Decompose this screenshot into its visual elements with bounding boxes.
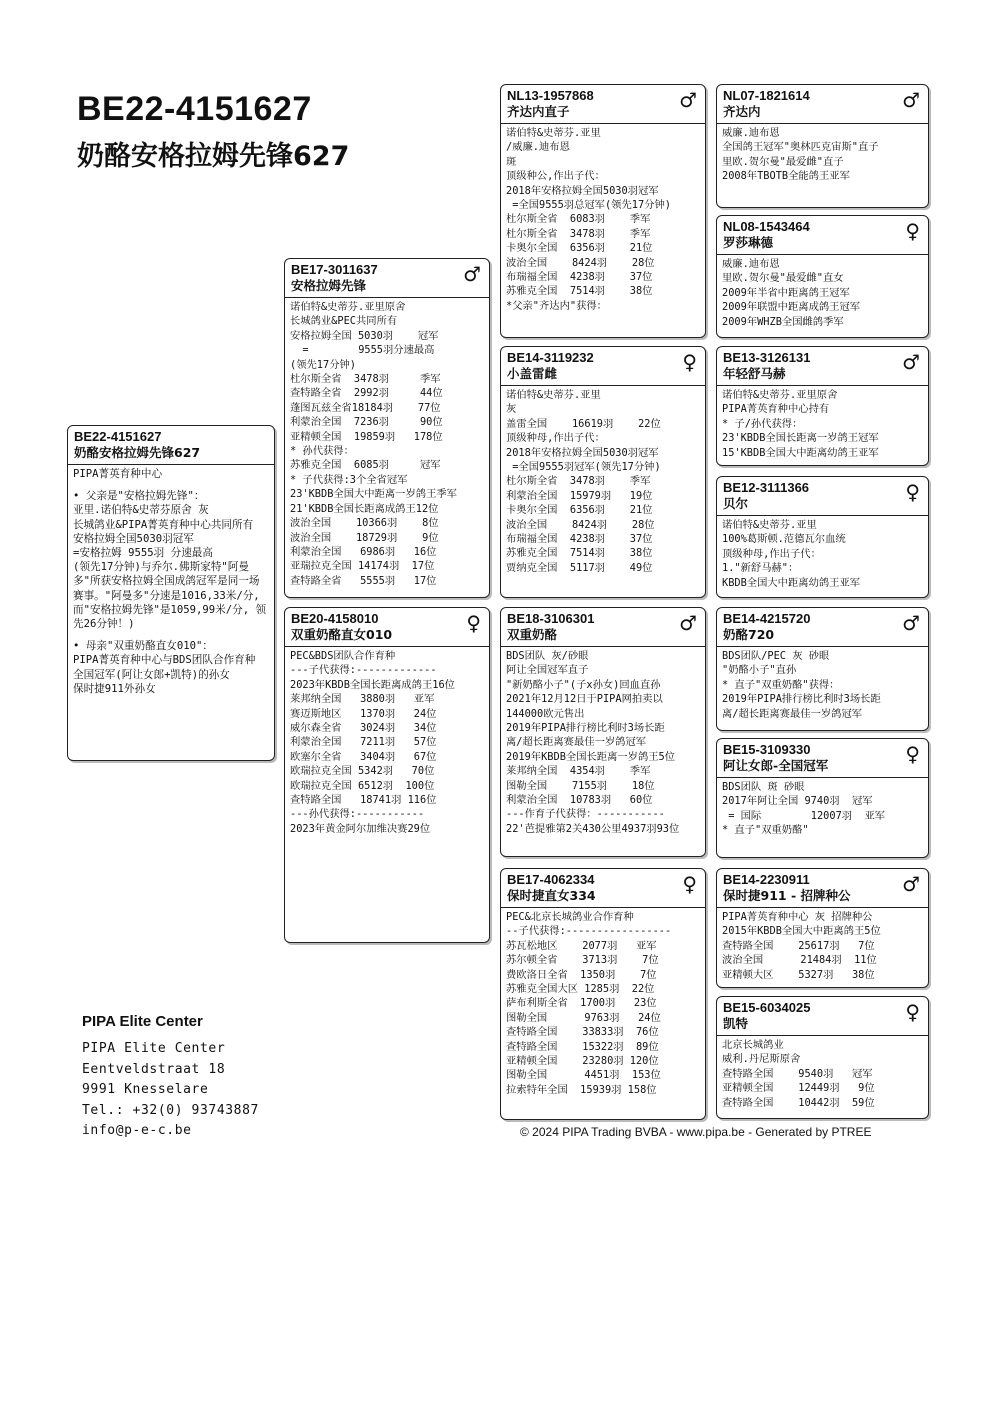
pedigree-card-ssd <box>716 215 929 338</box>
card-line: 诺伯特&史蒂芬.亚里原舍 <box>290 301 406 313</box>
card-line: 亚精顿全国 12449羽 9位 <box>722 1082 875 1095</box>
card-line: 2019年PIPA排行榜比利时3场长距 <box>722 693 881 706</box>
card-line: =全国9555羽总冠军(领先17分钟) <box>506 199 671 212</box>
subject-line: 长城鸽业&PIPA菁英育种中心共同所有 <box>73 518 254 531</box>
card-line: * 孙代获得： <box>290 445 354 458</box>
female-symbol-icon: ♀ <box>905 1000 920 1024</box>
card-line: 图勒全国 4451羽 153位 <box>506 1069 661 1082</box>
card-line: 2008年TBOTB全能鸽王亚军 <box>722 170 850 183</box>
card-line: 顶级种母,作出子代： <box>506 432 605 445</box>
card-body <box>501 386 705 577</box>
card-body <box>501 647 705 838</box>
card-header <box>717 216 928 255</box>
card-line: 144000欧元售出 <box>506 707 585 720</box>
page-title-ring: BE22-4151627 <box>77 90 312 128</box>
pigeon-name: 奶酪720 <box>723 627 775 642</box>
card-line: 查特路全国 15322羽 89位 <box>506 1040 659 1053</box>
subject-line <box>73 631 269 639</box>
pedigree-card-dss <box>716 607 929 731</box>
card-header <box>501 608 705 647</box>
card-line: 1."新舒马赫"： <box>722 562 799 575</box>
address-line: 9991 Knesselare <box>82 1082 209 1097</box>
card-header <box>717 347 928 386</box>
card-line: 杜尔斯全省 6083羽 季军 <box>506 213 651 226</box>
card-line: (领先17分钟) <box>290 358 356 371</box>
card-line: ---作育子代获得：----------- <box>506 808 665 821</box>
card-line: 波治全国 8424羽 28位 <box>506 256 655 269</box>
card-line: =全国9555羽冠军(领先17分钟) <box>506 461 661 474</box>
card-line: PEC&BDS团队合作育种 <box>290 650 396 662</box>
card-header <box>285 608 489 647</box>
card-line: 2009年半省中距离鸽王冠军 <box>722 286 850 299</box>
card-line: "奶酪小子"直孙 <box>722 664 797 677</box>
card-header <box>285 259 489 298</box>
female-symbol-icon: ♀ <box>905 480 920 504</box>
pedigree-card-dam-sire <box>500 607 706 857</box>
card-line: 苏雅克全国大区 1285羽 22位 <box>506 983 655 996</box>
card-line: * 子/孙代获得： <box>722 417 803 430</box>
card-header <box>717 869 928 908</box>
pigeon-name: 齐达内直子 <box>507 104 570 119</box>
pigeon-name: 安格拉姆先锋 <box>291 278 367 293</box>
subject-line: (领先17分钟)与乔尔.佛斯家特"阿曼多"所获安格拉姆全国成鸽冠军是同一场赛事。"阿曼多"分速是1016,33米/分, 而"安格拉姆先锋"是1059,99米/分, 领先26分钟！) <box>73 561 267 631</box>
card-line: 蓬图瓦兹全省18184羽 77位 <box>290 401 441 414</box>
female-symbol-icon: ♀ <box>682 872 697 896</box>
card-line: 22'芭提雅第2关430公里4937羽93位 <box>506 822 680 835</box>
card-line: * 直子"双重奶酪" <box>722 824 809 837</box>
pigeon-name: 年轻舒马赫 <box>723 366 786 381</box>
card-line: 里欧.贺尔曼"最爱雌"直女 <box>722 272 844 285</box>
ring-number: BE17-4062334 <box>507 872 595 887</box>
subject-line: • 父亲是"安格拉姆先锋"： <box>73 490 205 503</box>
card-line: 利蒙治全国 6986羽 16位 <box>290 545 437 558</box>
card-line: KBDB全国大中距离幼鸽王亚军 <box>722 576 861 589</box>
pigeon-name: 保时捷911 - 招牌种公 <box>723 888 851 903</box>
address-line: Eentveldstraat 18 <box>82 1061 226 1077</box>
card-line: 盖雷全国 16619羽 22位 <box>506 417 661 430</box>
card-line: 离/超长距离赛最佳一岁鸽冠军 <box>722 707 863 720</box>
card-line: 苏雅克全国 6085羽 冠军 <box>290 459 441 472</box>
card-line: 威尔森全省 3024羽 34位 <box>290 722 437 735</box>
card-line: 2023年KBDB全国长距离成鸽王16位 <box>290 678 455 691</box>
card-line: --子代获得:----------------- <box>506 925 672 938</box>
pigeon-name: 保时捷直女334 <box>507 888 596 903</box>
card-body <box>285 647 489 838</box>
subject-line: • 母亲"双重奶酪直女010"： <box>73 640 213 653</box>
card-header <box>717 477 928 516</box>
male-symbol-icon: ♂ <box>902 350 920 374</box>
card-line: 利蒙治全国 10783羽 60位 <box>506 794 653 807</box>
card-line: BDS团队 灰/砂眼 <box>506 650 589 662</box>
card-line: 长城鸽业&PEC共同所有 <box>290 315 398 328</box>
card-line: *父亲"齐达内"获得： <box>506 299 607 312</box>
card-line: "新奶酪小子"(子x孙女)回血直孙 <box>506 678 661 691</box>
card-line: 全国鸽王冠军"奥林匹克宙斯"直子 <box>722 141 879 154</box>
card-header <box>717 739 928 778</box>
card-line: 萨布利斯全省 1700羽 23位 <box>506 997 657 1010</box>
female-symbol-icon: ♀ <box>466 611 481 635</box>
card-line: 图勒全国 7155羽 18位 <box>506 779 655 792</box>
card-line: 布瑞福全国 4238羽 37位 <box>506 271 653 284</box>
pedigree-card-sds <box>716 346 929 466</box>
card-line: 查特路全国 25617羽 7位 <box>722 939 875 952</box>
ring-number: BE17-3011637 <box>291 262 378 277</box>
card-line: 2021年12月12日于PIPA网拍卖以 <box>506 693 663 706</box>
pedigree-card-sdd <box>716 476 929 598</box>
card-line: 诺伯特&史蒂芬.亚里 <box>506 127 601 139</box>
subject-line: PIPA菁英育种中心 <box>73 468 163 480</box>
subject-line: PIPA菁英育种中心与BDS团队合作育种 <box>73 654 256 667</box>
subject-line: 全国冠军(阿让女郎+凯特)的孙女 <box>73 668 230 681</box>
card-line: PIPA菁英育种中心 灰 招牌种公 <box>722 911 873 923</box>
card-line: 查特路全国 33833羽 76位 <box>506 1026 659 1039</box>
card-line: 威廉.迪布恩 <box>722 127 780 139</box>
address-line: info@p-e-c.be <box>82 1123 192 1138</box>
card-line: 莱邦纳全国 4354羽 季军 <box>506 765 651 778</box>
ring-number: BE18-3106301 <box>507 611 595 626</box>
card-line: 苏尔顿全省 3713羽 7位 <box>506 954 659 967</box>
card-line: = 国际 12007羽 亚军 <box>722 809 886 822</box>
ring-number: BE14-4215720 <box>723 611 811 626</box>
pedigree-card-ddd <box>716 996 929 1119</box>
card-line: 查特路全国 18741羽 116位 <box>290 794 437 807</box>
card-line: 里欧.贺尔曼"最爱雌"直子 <box>722 155 844 168</box>
page-title-name: 奶酪安格拉姆先锋627 <box>77 141 350 172</box>
card-line: 安格拉姆全国 5030羽 冠军 <box>290 329 439 342</box>
subject-ring: BE22-4151627 <box>74 429 162 444</box>
subject-name: 奶酪安格拉姆先锋627 <box>74 445 201 460</box>
card-line: 2019年KBDB全国长距离一岁鸽王5位 <box>506 750 676 763</box>
card-line: 波治全国 8424羽 28位 <box>506 518 655 531</box>
card-line: 波治全国 18729羽 9位 <box>290 531 439 544</box>
address-line: PIPA Elite Center <box>82 1041 226 1056</box>
card-line: 灰 <box>506 403 517 416</box>
card-line: BDS团队/PEC 灰 砂眼 <box>722 650 830 662</box>
card-line: ---孙代获得:----------- <box>290 808 425 821</box>
card-line: /威廉.迪布恩 <box>506 141 570 154</box>
card-body <box>501 908 705 1099</box>
pedigree-card-dds <box>716 868 929 988</box>
female-symbol-icon: ♀ <box>905 219 920 243</box>
address-line: Tel.: +32(0) 93743887 <box>82 1102 259 1118</box>
pigeon-name: 双重奶酪直女010 <box>291 627 393 642</box>
subject-card <box>67 425 275 761</box>
card-line: 欧瑞拉克全国 6512羽 100位 <box>290 779 435 792</box>
card-line: 莱邦纳全国 3880羽 亚军 <box>290 693 435 706</box>
card-line: 亚精顿大区 5327羽 38位 <box>722 968 875 981</box>
card-line: 苏瓦松地区 2077羽 亚军 <box>506 939 657 952</box>
card-line: 卡奥尔全国 6356羽 21位 <box>506 242 653 255</box>
pigeon-name: 阿让女郎-全国冠军 <box>723 758 829 773</box>
ring-number: BE15-3109330 <box>723 742 811 757</box>
card-line: 杜尔斯全省 3478羽 季军 <box>506 475 651 488</box>
subject-line: =安格拉姆 9555羽 分速最高 <box>73 547 213 560</box>
card-body <box>717 908 928 984</box>
male-symbol-icon: ♂ <box>679 611 697 635</box>
card-line: 威利.丹尼斯原舍 <box>722 1053 801 1066</box>
pedigree-card-sire <box>284 258 490 598</box>
card-line: 赛迈斯地区 1370羽 24位 <box>290 707 437 720</box>
subject-line: 亚里.诺伯特&史蒂芬原舍 灰 <box>73 504 209 517</box>
card-body <box>717 647 928 723</box>
card-header <box>717 85 928 124</box>
card-line: 2023年黄金阿尔加维决赛29位 <box>290 822 431 835</box>
pigeon-name: 双重奶酪 <box>507 627 558 642</box>
card-header <box>717 608 928 647</box>
card-line: 顶级种公,作出子代： <box>506 170 605 183</box>
card-line: 斑 <box>506 155 517 168</box>
pedigree-card-sss <box>716 84 929 208</box>
pedigree-card-dsd <box>716 738 929 858</box>
card-line: 利蒙治全国 7211羽 57位 <box>290 736 437 749</box>
card-line: 波治全国 21484羽 11位 <box>722 954 877 967</box>
card-line: 威廉.迪布恩 <box>722 258 780 270</box>
pedigree-card-sire-sire <box>500 84 706 338</box>
ring-number: BE20-4158010 <box>291 611 379 626</box>
male-symbol-icon: ♂ <box>463 262 481 286</box>
card-body <box>717 516 928 592</box>
card-line: 100%葛斯顿.范德瓦尔血统 <box>722 533 846 546</box>
card-line: 2019年PIPA排行榜比利时3场长距 <box>506 722 665 735</box>
card-line: 2018年安格拉姆全国5030羽冠军 <box>506 446 659 459</box>
ring-number: BE13-3126131 <box>723 350 811 365</box>
card-line: = 9555羽分速最高 <box>290 344 435 357</box>
male-symbol-icon: ♂ <box>679 88 697 112</box>
card-body <box>501 124 705 315</box>
pedigree-card-dam-dam <box>500 868 706 1120</box>
footer-address <box>82 1039 259 1142</box>
card-line: 杜尔斯全省 3478羽 季军 <box>506 227 651 240</box>
card-line: 欧瑞拉克全国 5342羽 70位 <box>290 765 435 778</box>
card-line: 2009年联盟中距离成鸽王冠军 <box>722 301 861 314</box>
male-symbol-icon: ♂ <box>902 611 920 635</box>
card-line: 诺伯特&史蒂芬.亚里 <box>722 519 817 531</box>
pedigree-card-dam <box>284 607 490 943</box>
male-symbol-icon: ♂ <box>902 88 920 112</box>
female-symbol-icon: ♀ <box>682 350 697 374</box>
subject-line: 安格拉姆全国5030羽冠军 <box>73 532 194 545</box>
ring-number: BE15-6034025 <box>723 1000 811 1015</box>
card-line: 利蒙治全国 7236羽 90位 <box>290 416 443 429</box>
pigeon-name: 凯特 <box>723 1016 749 1031</box>
subject-body <box>68 465 274 698</box>
card-line: 波治全国 10366羽 8位 <box>290 517 439 530</box>
card-line: 北京长城鸽业 <box>722 1039 784 1051</box>
male-symbol-icon: ♂ <box>902 872 920 896</box>
ring-number: BE14-3119232 <box>507 350 594 365</box>
ring-number: BE12-3111366 <box>723 480 810 495</box>
card-line: 欧塞尔全省 3404羽 67位 <box>290 750 437 763</box>
pigeon-name: 齐达内 <box>723 104 761 119</box>
card-body <box>717 255 928 331</box>
card-line: 苏雅克全国 7514羽 38位 <box>506 547 653 560</box>
card-line: 查特路全省 5555羽 17位 <box>290 574 437 587</box>
card-body <box>285 298 489 590</box>
card-line: 离/超长距离赛最佳一岁鸽冠军 <box>506 736 647 749</box>
card-line: 15'KBDB全国大中距离幼鸽王亚军 <box>722 446 879 459</box>
footer-brand: PIPA Elite Center <box>82 1013 203 1030</box>
card-line: 阿让全国冠军直子 <box>506 664 589 677</box>
card-line: 诺伯特&史蒂芬.亚里原舍 <box>722 389 838 401</box>
card-line: * 直子"双重奶酪"获得： <box>722 678 840 691</box>
card-line: 顶级种母,作出子代： <box>722 547 821 560</box>
card-line: 费欧洛日全省 1350羽 7位 <box>506 968 657 981</box>
card-line: 布瑞福全国 4238羽 37位 <box>506 533 653 546</box>
pigeon-name: 小盖雷雌 <box>507 366 558 381</box>
card-body <box>717 1036 928 1112</box>
card-body <box>717 386 928 462</box>
subject-line <box>73 481 269 489</box>
card-line: * 子代获得:3个全省冠军 <box>290 473 408 486</box>
pigeon-name: 罗莎琳德 <box>723 235 774 250</box>
card-line: 诺伯特&史蒂芬.亚里 <box>506 389 601 401</box>
card-line: PEC&北京长城鸽业合作育种 <box>506 911 634 923</box>
card-line: 贾纳克全国 5117羽 49位 <box>506 561 653 574</box>
card-line: 苏雅克全国 7514羽 38位 <box>506 285 653 298</box>
card-line: PIPA菁英育种中心持有 <box>722 403 830 416</box>
ring-number: BE14-2230911 <box>723 872 810 887</box>
card-line: 2009年WHZB全国雌鸽季军 <box>722 315 844 328</box>
card-line: 查特路全国 10442羽 59位 <box>722 1096 875 1109</box>
card-header <box>501 347 705 386</box>
card-body <box>717 778 928 840</box>
card-line: 2015年KBDB全国大中距离鸽王5位 <box>722 925 881 938</box>
card-line: 卡奥尔全国 6356羽 21位 <box>506 504 653 517</box>
card-header <box>501 869 705 908</box>
ring-number: NL08-1543464 <box>723 219 810 234</box>
footer-copyright: © 2024 PIPA Trading BVBA - www.pipa.be - Generated by PTREE <box>520 1125 872 1139</box>
ring-number: NL13-1957868 <box>507 88 594 103</box>
card-line: 利蒙治全国 15979羽 19位 <box>506 489 653 502</box>
card-line: 杜尔斯全省 3478羽 季军 <box>290 373 441 386</box>
ring-number: NL07-1821614 <box>723 88 810 103</box>
card-line: 亚瑞拉克全国 14174羽 17位 <box>290 560 435 573</box>
card-line: 2017年阿让全国 9740羽 冠军 <box>722 795 873 808</box>
card-line: 亚精顿全国 23280羽 120位 <box>506 1055 659 1068</box>
female-symbol-icon: ♀ <box>905 742 920 766</box>
card-body <box>717 124 928 186</box>
card-header <box>501 85 705 124</box>
card-line: 23'KBDB全国大中距离一岁鸽王季军 <box>290 488 457 501</box>
card-line: 2018年安格拉姆全国5030羽冠军 <box>506 184 659 197</box>
card-line: BDS团队 斑 砂眼 <box>722 781 805 793</box>
card-line: 23'KBDB全国长距离一岁鸽王冠军 <box>722 432 879 445</box>
card-header <box>717 997 928 1036</box>
card-line: 拉索特年全国 15939羽 158位 <box>506 1083 657 1096</box>
card-line: 查特路全省 2992羽 44位 <box>290 387 443 400</box>
card-line: 21'KBDB全国长距离成鸽王12位 <box>290 502 439 515</box>
pigeon-name: 贝尔 <box>723 496 749 511</box>
subject-card-header <box>68 426 274 465</box>
card-line: ---子代获得:------------- <box>290 664 437 677</box>
pedigree-card-sire-dam <box>500 346 706 598</box>
card-line: 图勒全国 9763羽 24位 <box>506 1011 661 1024</box>
subject-line: 保时捷911外孙女 <box>73 682 156 695</box>
card-line: 亚精顿全国 19859羽 178位 <box>290 430 443 443</box>
card-line: 查特路全国 9540羽 冠军 <box>722 1067 873 1080</box>
